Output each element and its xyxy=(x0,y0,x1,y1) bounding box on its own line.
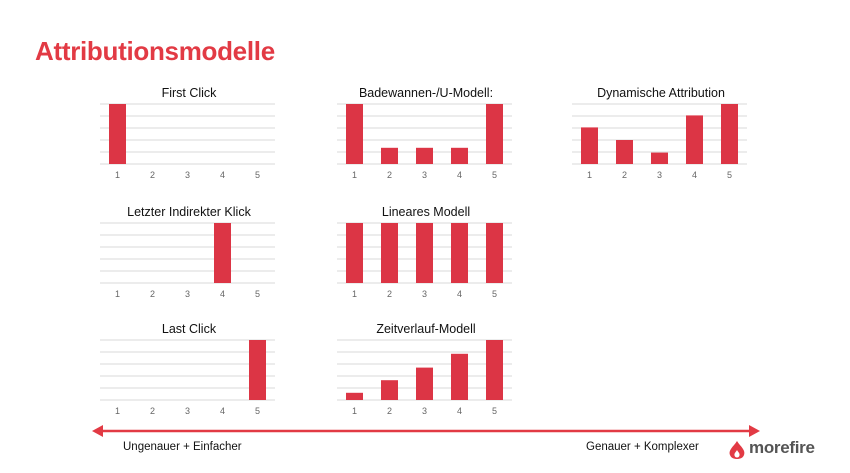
x-tick-label: 1 xyxy=(114,406,121,416)
x-tick-label: 4 xyxy=(456,406,463,416)
x-tick-label: 5 xyxy=(491,170,498,180)
chart-letzter-indirekter-klick xyxy=(94,205,284,305)
x-tick-label: 5 xyxy=(491,289,498,299)
bar xyxy=(486,223,503,283)
x-tick-label: 5 xyxy=(726,170,733,180)
bar xyxy=(451,148,468,164)
bar xyxy=(451,354,468,400)
x-tick-label: 3 xyxy=(184,289,191,299)
bar xyxy=(249,340,266,400)
x-tick-label: 5 xyxy=(254,289,261,299)
page-title: Attributionsmodelle xyxy=(35,36,275,66)
bar xyxy=(346,393,363,400)
x-tick-label: 5 xyxy=(254,406,261,416)
chart-svg xyxy=(331,205,521,305)
x-tick-label: 2 xyxy=(386,170,393,180)
bar xyxy=(109,104,126,164)
x-tick-label: 4 xyxy=(219,406,226,416)
bar xyxy=(451,223,468,283)
logo-text: morefire xyxy=(749,438,815,457)
x-tick-label: 2 xyxy=(621,170,628,180)
x-tick-label: 1 xyxy=(114,289,121,299)
bar xyxy=(214,223,231,283)
x-tick-label: 4 xyxy=(219,170,226,180)
x-tick-label: 4 xyxy=(456,289,463,299)
chart-dynamische-attribution xyxy=(566,86,756,186)
chart-title: First Click xyxy=(161,86,217,100)
x-tick-label: 3 xyxy=(656,170,663,180)
chart-svg xyxy=(94,322,284,422)
x-tick-label: 1 xyxy=(114,170,121,180)
bar xyxy=(416,368,433,400)
chart-title: Last Click xyxy=(161,322,217,336)
x-tick-label: 3 xyxy=(421,170,428,180)
chart-title: Dynamische Attribution xyxy=(597,86,725,100)
bar xyxy=(416,223,433,283)
bar xyxy=(346,104,363,164)
x-tick-label: 3 xyxy=(421,406,428,416)
arrow-head-left-icon xyxy=(92,425,103,437)
arrow-head-right-icon xyxy=(749,425,760,437)
scale-left-label: Ungenauer + Einfacher xyxy=(123,441,242,453)
complexity-scale-arrow xyxy=(92,423,760,439)
x-tick-label: 2 xyxy=(149,406,156,416)
bar xyxy=(346,223,363,283)
x-tick-label: 5 xyxy=(254,170,261,180)
chart-svg xyxy=(331,86,521,186)
chart-svg xyxy=(331,322,521,422)
chart-title: Badewannen-/U-Modell: xyxy=(358,86,494,100)
x-tick-label: 4 xyxy=(691,170,698,180)
bar xyxy=(381,380,398,400)
x-tick-label: 3 xyxy=(184,406,191,416)
x-tick-label: 3 xyxy=(184,170,191,180)
x-tick-label: 2 xyxy=(386,406,393,416)
chart-badewannen-modell xyxy=(331,86,521,186)
chart-svg xyxy=(94,205,284,305)
bar xyxy=(581,127,598,164)
chart-title: Zeitverlauf-Modell xyxy=(376,322,476,336)
chart-svg xyxy=(94,86,284,186)
x-tick-label: 1 xyxy=(351,406,358,416)
chart-zeitverlauf-modell xyxy=(331,322,521,422)
bar xyxy=(416,148,433,164)
x-tick-label: 2 xyxy=(149,170,156,180)
bar xyxy=(721,104,738,164)
bar xyxy=(686,115,703,164)
chart-first-click xyxy=(94,86,284,186)
bar xyxy=(616,140,633,164)
x-tick-label: 3 xyxy=(421,289,428,299)
x-tick-label: 2 xyxy=(386,289,393,299)
x-tick-label: 2 xyxy=(149,289,156,299)
bar xyxy=(381,148,398,164)
flame-icon xyxy=(727,440,747,460)
chart-title: Letzter Indirekter Klick xyxy=(127,205,251,219)
x-tick-label: 4 xyxy=(219,289,226,299)
x-tick-label: 1 xyxy=(351,289,358,299)
x-tick-label: 5 xyxy=(491,406,498,416)
bar xyxy=(381,223,398,283)
chart-last-click xyxy=(94,322,284,422)
chart-title: Lineares Modell xyxy=(381,205,471,219)
x-tick-label: 1 xyxy=(351,170,358,180)
x-tick-label: 1 xyxy=(586,170,593,180)
scale-right-label: Genauer + Komplexer xyxy=(586,441,699,453)
bar xyxy=(486,104,503,164)
bar xyxy=(486,340,503,400)
chart-svg xyxy=(566,86,756,186)
x-tick-label: 4 xyxy=(456,170,463,180)
bar xyxy=(651,153,668,164)
chart-lineares-modell xyxy=(331,205,521,305)
